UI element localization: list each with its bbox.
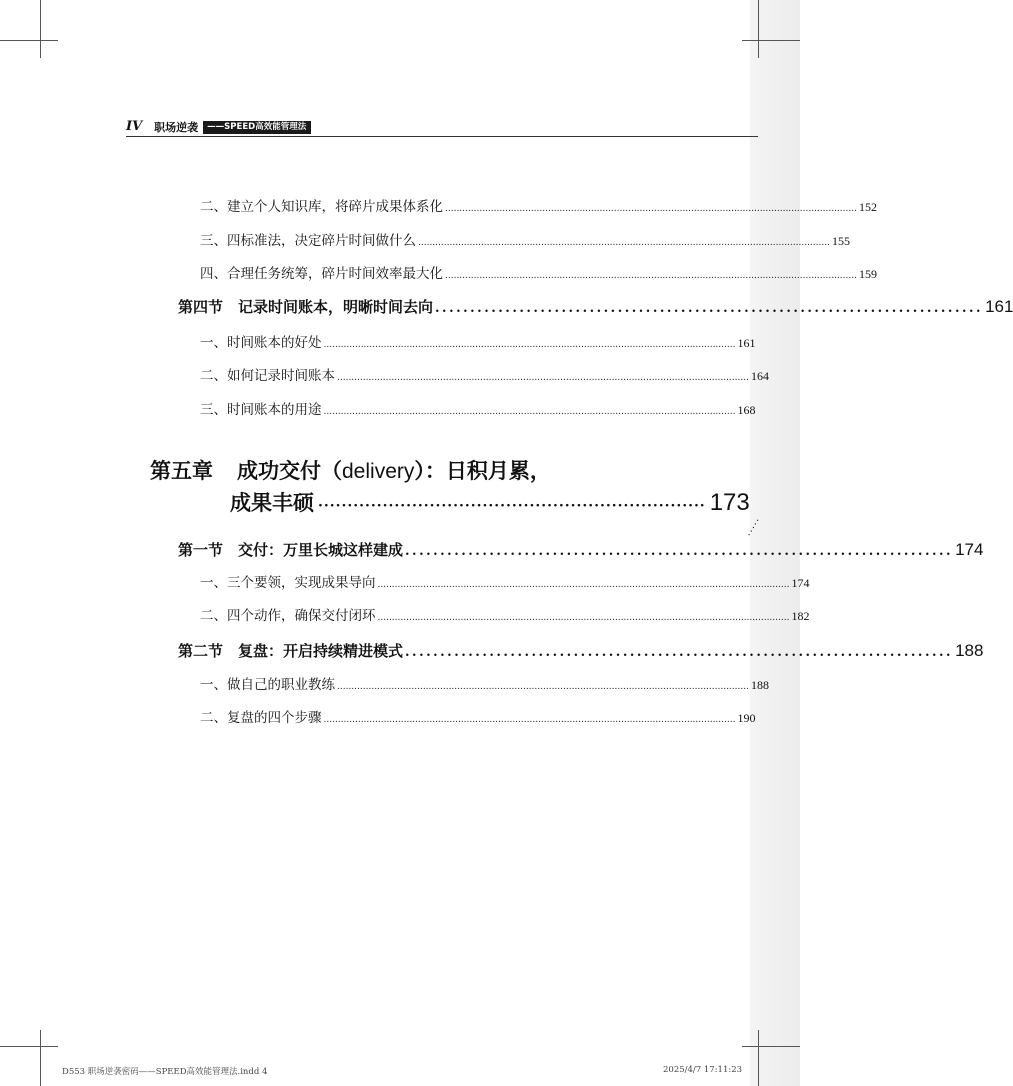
leader-dots: ................................................................................................................................................ xyxy=(445,271,857,281)
leader-dots: ................................................................................................................................................ xyxy=(337,682,749,692)
section-label xyxy=(178,296,433,317)
crop-mark xyxy=(758,1030,759,1086)
toc-item-page: 161 xyxy=(737,336,756,350)
leader-dots: .............................................................................. xyxy=(405,645,954,660)
toc-item[interactable] xyxy=(200,229,850,249)
chapter-page: 173 xyxy=(709,489,750,516)
toc-item[interactable] xyxy=(200,262,877,282)
toc-item-page: 164 xyxy=(750,369,769,383)
chapter-title-part-a: 成功交付（ xyxy=(237,458,342,483)
running-header xyxy=(126,118,758,137)
crop-mark xyxy=(0,1046,58,1047)
crop-mark xyxy=(742,1046,800,1047)
toc-item[interactable] xyxy=(200,604,810,624)
toc-item-label: 一、三个要领，实现成果导向 xyxy=(200,575,376,591)
section-number: 第四节 xyxy=(178,298,224,316)
toc-item[interactable] xyxy=(200,673,769,693)
toc-item-page: 168 xyxy=(737,403,756,417)
crop-mark xyxy=(40,0,41,58)
leader-dots: ................................................................................................................................................ xyxy=(323,715,736,725)
chapter-title-part-c: 成果丰硕 xyxy=(230,490,314,515)
section-number: 第二节 xyxy=(178,642,224,660)
toc-item-page: 190 xyxy=(737,711,756,725)
section-page: 188 xyxy=(955,641,984,660)
leader-dots: ................................................................................................................................................ xyxy=(377,613,790,623)
chapter-title-part-b: ）：日积月累， xyxy=(414,458,551,483)
toc-item-label: 三、时间账本的用途 xyxy=(200,402,322,418)
leader-dots: .............................................................................. xyxy=(405,544,954,559)
section-title: 记录时间账本，明晰时间去向 xyxy=(238,298,434,316)
chapter-title-english: delivery xyxy=(342,460,415,483)
binding-mark: ····· xyxy=(744,515,765,540)
toc-item-page: 159 xyxy=(858,267,877,281)
section-label xyxy=(178,539,403,560)
toc-item-label: 二、建立个人知识库，将碎片成果体系化 xyxy=(200,199,443,215)
crop-mark xyxy=(40,1030,41,1086)
chapter-number: 第五章 xyxy=(150,458,213,483)
toc-item-label: 二、如何记录时间账本 xyxy=(200,368,335,384)
crop-mark xyxy=(0,40,58,41)
toc-chapter[interactable] xyxy=(150,455,750,517)
leader-dots: ·································································· xyxy=(318,498,706,514)
chapter-title-line2 xyxy=(230,487,750,517)
toc-item[interactable] xyxy=(200,195,877,215)
toc-item[interactable] xyxy=(200,364,769,384)
toc-section[interactable] xyxy=(178,640,984,662)
toc-item-label: 二、四个动作，确保交付闭环 xyxy=(200,608,376,624)
section-label xyxy=(178,640,403,661)
print-file-name: D553 职场逆袭密码——SPEED高效能管理法.indd 4 xyxy=(62,1067,268,1077)
page-edge-strip xyxy=(750,0,800,1086)
leader-dots: ................................................................................................................................................ xyxy=(323,340,736,350)
crop-mark xyxy=(742,40,800,41)
toc-section[interactable] xyxy=(178,539,984,561)
section-title: 复盘：开启持续精进模式 xyxy=(238,642,404,660)
toc-item-label: 一、时间账本的好处 xyxy=(200,335,322,351)
series-tag: ——SPEED高效能管理法 xyxy=(203,121,311,134)
toc-item-label: 三、四标准法，决定碎片时间做什么 xyxy=(200,233,416,249)
section-page: 161 xyxy=(985,297,1013,316)
book-title: 职场逆袭 xyxy=(154,121,199,134)
section-title: 交付：万里长城这样建成 xyxy=(238,541,404,559)
crop-mark xyxy=(758,0,759,58)
print-timestamp: 2025/4/7 17:11:23 xyxy=(663,1065,743,1075)
toc-item-page: 188 xyxy=(750,678,769,692)
toc-item-page: 152 xyxy=(858,200,877,214)
leader-dots: ................................................................................................................................................ xyxy=(323,407,736,417)
leader-dots: ................................................................................................................................................ xyxy=(418,238,830,248)
page-number-roman: IV xyxy=(126,119,143,134)
toc-item-label: 四、合理任务统筹，碎片时间效率最大化 xyxy=(200,266,443,282)
leader-dots: .............................................................................. xyxy=(435,301,984,316)
leader-dots: ................................................................................................................................................ xyxy=(337,373,749,383)
toc-item[interactable] xyxy=(200,398,756,418)
toc-section[interactable] xyxy=(178,296,1013,318)
leader-dots: ................................................................................................................................................ xyxy=(377,580,790,590)
toc-item[interactable] xyxy=(200,706,756,726)
section-number: 第一节 xyxy=(178,541,224,559)
toc-item-page: 174 xyxy=(791,576,810,590)
toc-item[interactable] xyxy=(200,571,810,591)
toc-item-label: 二、复盘的四个步骤 xyxy=(200,710,322,726)
toc-item-label: 一、做自己的职业教练 xyxy=(200,677,335,693)
toc-item-page: 155 xyxy=(831,234,850,248)
section-page: 174 xyxy=(955,540,984,559)
toc-item[interactable] xyxy=(200,331,756,351)
chapter-title-line1 xyxy=(150,455,646,485)
toc-item-page: 182 xyxy=(791,609,810,623)
leader-dots: ................................................................................................................................................ xyxy=(445,204,857,214)
